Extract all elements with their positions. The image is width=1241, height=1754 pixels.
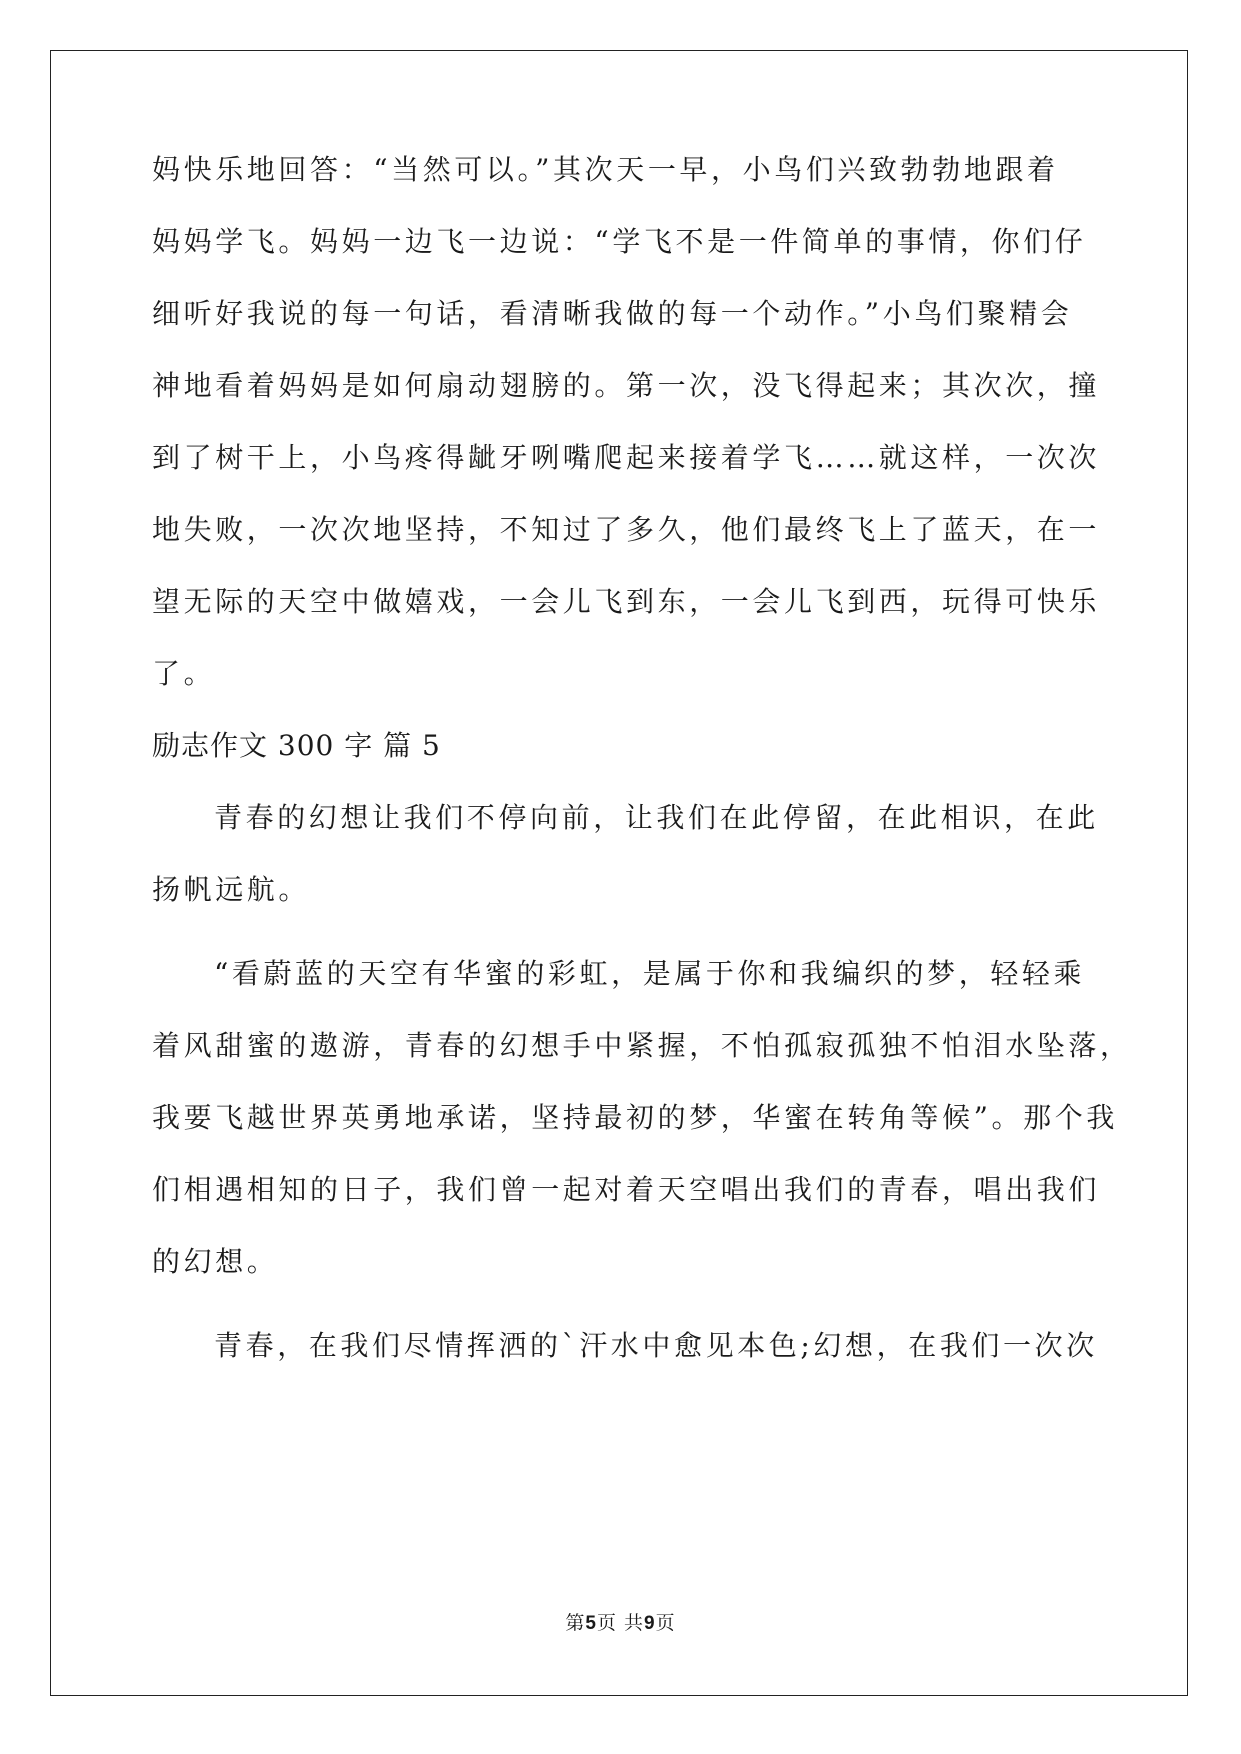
text-line: “看蔚蓝的天空有华蜜的彩虹，是属于你和我编织的梦，轻轻乘 [214,957,1086,990]
footer-suffix: 页 [655,1612,676,1634]
text-line: 青春的幻想让我们不停向前，让我们在此停留，在此相识，在此 [214,801,1099,834]
text-line: 青春，在我们尽情挥洒的`汗水中愈见本色;幻想，在我们一次次 [214,1329,1098,1362]
text-line: 们相遇相知的日子，我们曾一起对着天空唱出我们的青春，唱出我们 [152,1173,1101,1206]
total-page-number: 9 [644,1613,656,1634]
text-line: 妈妈学飞。妈妈一边飞一边说：“学飞不是一件简单的事情，你们仔 [152,225,1087,258]
text-line: 了。 [152,657,216,690]
section-heading: 励志作文 300 字 篇 5 [152,729,441,762]
current-page-number: 5 [585,1613,597,1634]
text-line: 的幻想。 [152,1245,279,1278]
text-line: 到了树干上，小鸟疼得龇牙咧嘴爬起来接着学飞……就这样，一次次 [152,441,1101,474]
text-line: 细听好我说的每一句话，看清晰我做的每一个动作。”小鸟们聚精会 [152,297,1073,330]
text-line: 望无际的天空中做嬉戏，一会儿飞到东，一会儿飞到西，玩得可快乐 [152,585,1101,618]
text-line: 扬帆远航。 [152,873,311,906]
text-line: 我要飞越世界英勇地承诺，坚持最初的梦，华蜜在转角等候”。那个我 [152,1101,1118,1134]
footer-mid: 页 共 [596,1612,645,1634]
footer-prefix: 第 [565,1612,586,1634]
text-line: 神地看着妈妈是如何扇动翅膀的。第一次，没飞得起来；其次次，撞 [152,369,1101,402]
text-line: 地失败，一次次地坚持，不知过了多久，他们最终飞上了蓝天，在一 [152,513,1101,546]
page-footer [0,1608,1241,1635]
text-line: 妈快乐地回答：“当然可以。”其次天一早，小鸟们兴致勃勃地跟着 [152,153,1059,186]
text-line: 着风甜蜜的遨游，青春的幻想手中紧握，不怕孤寂孤独不怕泪水坠落， [152,1029,1132,1062]
